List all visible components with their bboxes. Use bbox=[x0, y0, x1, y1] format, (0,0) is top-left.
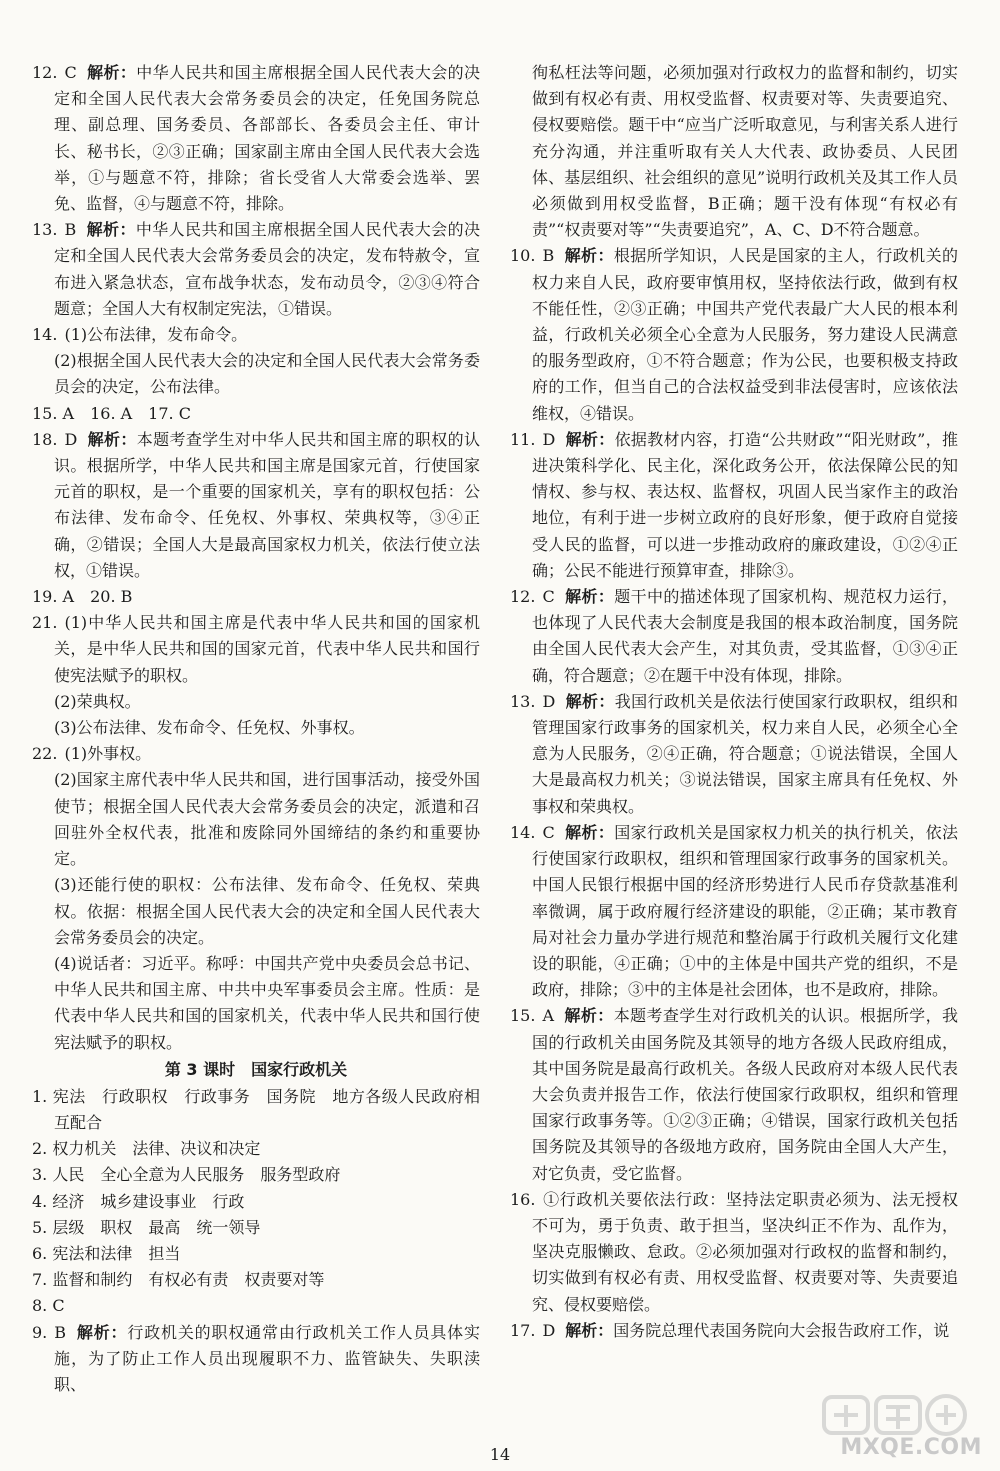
fill-item-5: 5. 层级 职权 最高 统一领导 bbox=[32, 1217, 261, 1237]
answer-q17: 17. D 解析：国务院总理代表国务院向大会报告政府工作，说 bbox=[510, 1320, 950, 1340]
answer-q14: 14. C 解析：国家行政机关是国家权力机关的执行机关，依法行使国家行政职权，组织和管理国家行政事务的国家机关。中国人民银行根据中国的经济形势进行人民币存贷款基准利率微调，属于政府履行经济建设的职能，②正确；某市教育局对社会力量办学进行规范和整治属于行政机关履行文化建设的职能，④正确；①中的主体是中国共产党的组织，不是政府，排除；③中的主体是社会团体，也不是政府，排除。 bbox=[510, 822, 958, 1000]
answer-q21: 21. (1)中华人民共和国主席是代表中华人民共和国的国家机关，是中华人民共和国的国家元首，代表中华人民共和国行使宪法赋予的职权。 bbox=[32, 613, 480, 685]
answer-q15: 15. A 解析：本题考查学生对行政机关的认识。根据所学，我国的行政机关由国务院及其领导的地方各级人民政府组成，其中国务院是最高行政机关。各级人民政府对本级人民代表大会负责并报告工作，依法行使国家行政职权，组织和管理国家行政事务等。①②③正确；④错误，国家行政机关包括国务院及其领导的各级地方政府，国务院由全国人大产生，对它负责，受它监督。 bbox=[510, 1006, 958, 1183]
watermark-logo-icon bbox=[822, 1393, 972, 1437]
left-column bbox=[32, 60, 480, 1398]
answer-q12: 12. C 解析：中华人民共和国主席根据全国人民代表大会的决定和全国人民代表大会常务委员会的决定，任免国务院总理、副总理、国务委员、各部部长、各委员会主任、审计长、秘书长，②③正确；国家副主席由全国人民代表大会选举，①与题意不符，排除；省长受省人大常委会选举、罢免、监督，④与题意不符，排除。 bbox=[32, 63, 480, 214]
answer-q19-20: 19. A 20. B bbox=[32, 587, 133, 607]
fill-item-1: 1. 宪法 行政职权 行政事务 国务院 地方各级人民政府相互配合 bbox=[32, 1086, 480, 1132]
answer-q13: 13. B 解析：中华人民共和国主席根据全国人民代表大会的决定和全国人民代表大会常务委员会的决定，发布特赦令，宣布进入紧急状态，宣布战争状态，发布动员令，②③④符合题意；全国人大有权制定宪法，①错误。 bbox=[32, 220, 480, 318]
answer-q22-part3: (3)还能行使的职权：公布法律、发布命令、任免权、荣典权。依据：根据全国人民代表大会的决定和全国人民代表大会常务委员会的决定。 bbox=[54, 875, 480, 947]
section-heading: 第 3 课时 国家行政机关 bbox=[164, 1059, 348, 1079]
answer-q22-part2: (2)国家主席代表中华人民共和国，进行国事活动，接受外国使节；根据全国人民代表大会常务委员会的决定，派遣和召回驻外全权代表，批准和废除同外国缔结的条约和重要协定。 bbox=[54, 770, 480, 869]
answer-q13: 13. D 解析：我国行政机关是依法行使国家行政职权，组织和管理国家行政事务的国家机关，权力来自人民，必须全心全意为人民服务，②④正确，符合题意；①说法错误，全国人大是最高权力机关；③说法错误，国家主席具有任免权、外事权和荣典权。 bbox=[510, 691, 958, 816]
answer-q12: 12. C 解析：题干中的描述体现了国家机构、规范权力运行，也体现了人民代表大会制度是我国的根本政治制度，国务院由全国人民代表大会产生，对其负责，受其监督，①③④正确，符合题意；②在题干中没有体现，排除。 bbox=[510, 587, 958, 685]
answer-q14-part2: (2)根据全国人民代表大会的决定和全国人民代表大会常务委员会的决定，公布法律。 bbox=[54, 351, 480, 397]
fill-item-2: 2. 权力机关 法律、决议和决定 bbox=[32, 1139, 261, 1159]
answer-q10: 10. B 解析：根据所学知识，人民是国家的主人，行政机关的权力来自人民，政府要审慎用权，坚持依法行政，做到有权不能任性，②③正确；中国共产党代表最广大人民的根本利益，行政机关必须全心全意为人民服务，努力建设人民满意的服务型政府，①不符合题意；作为公民，也要积极支持政府的工作，但当自己的合法权益受到非法侵害时，应该依法维权，④错误。 bbox=[510, 246, 958, 423]
answer-q22: 22. (1)外事权。 bbox=[32, 744, 152, 764]
watermark bbox=[812, 1393, 982, 1463]
watermark-url: MXQE.COM bbox=[840, 1435, 982, 1460]
fill-item-8: 8. C bbox=[32, 1296, 65, 1316]
answer-q9-continued: 徇私枉法等问题，必须加强对行政权力的监督和制约，切实做到有权必有责、用权受监督、权责要对等、失责要追究、侵权要赔偿。题干中“应当广泛听取意见，与利害关系人进行充分沟通，并注重听取有关人大代表、政协委员、人民团体、基层组织、社会组织的意见”说明行政机关及其工作人员必须做到用权受监督，B正确；题干没有体现“有权必有责”“权责要对等”“失责要追究”，A、C、D不符合题意。 bbox=[532, 63, 958, 240]
fill-item-6: 6. 宪法和法律 担当 bbox=[32, 1243, 181, 1263]
page-number: 14 bbox=[489, 1445, 511, 1464]
answer-q15-17: 15. A 16. A 17. C bbox=[32, 403, 191, 423]
answer-q22-part4: (4)说话者：习近平。称呼：中国共产党中央委员会总书记、中华人民共和国主席、中共中央军事委员会主席。性质：是代表中华人民共和国的国家机关，代表中华人民共和国行使宪法赋予的职权。 bbox=[54, 953, 480, 1052]
answer-q14: 14. (1)公布法律，发布命令。 bbox=[32, 325, 248, 345]
answer-q21-part2: (2)荣典权。 bbox=[54, 691, 141, 711]
answer-q9: 9. B 解析：行政机关的职权通常由行政机关工作人员具体实施，为了防止工作人员出现履职不力、监管缺失、失职渎职、 bbox=[32, 1322, 480, 1394]
fill-item-7: 7. 监督和制约 有权必有责 权责要对等 bbox=[32, 1270, 325, 1290]
answer-q11: 11. D 解析：依据教材内容，打造“公共财政”“阳光财政”，推进决策科学化、民主化，深化政务公开，依法保障公民的知情权、参与权、表达权、监督权，巩固人民当家作主的政治地位，有利于进一步树立政府的良好形象，便于政府自觉接受人民的监督，可以进一步推动政府的廉政建设，①②④正确；公民不能进行预算审查，排除③。 bbox=[510, 429, 958, 580]
fill-item-3: 3. 人民 全心全意为人民服务 服务型政府 bbox=[32, 1165, 341, 1185]
answer-q18: 18. D 解析：本题考查学生对中华人民共和国主席的职权的认识。根据所学，中华人民共和国主席是国家元首，行使国家元首的职权，是一个重要的国家机关，享有的职权包括：公布法律、发布命令、任免权、外事权、荣典权等，③④正确，②错误；全国人大是最高国家权力机关，依法行使立法权，①错误。 bbox=[32, 429, 480, 580]
answer-q21-part3: (3)公布法律、发布命令、任免权、外事权。 bbox=[54, 718, 365, 738]
right-column bbox=[510, 60, 958, 1344]
fill-item-4: 4. 经济 城乡建设事业 行政 bbox=[32, 1191, 245, 1211]
answer-q16: 16. ①行政机关要依法行政：坚持法定职责必须为、法无授权不可为，勇于负责、敢于担当，坚决纠正不作为、乱作为，坚决克服懒政、怠政。②必须加强对行政权的监督和制约，切实做到有权必有责、用权受监督、权责要对等、失责要追究、侵权要赔偿。 bbox=[510, 1189, 958, 1314]
